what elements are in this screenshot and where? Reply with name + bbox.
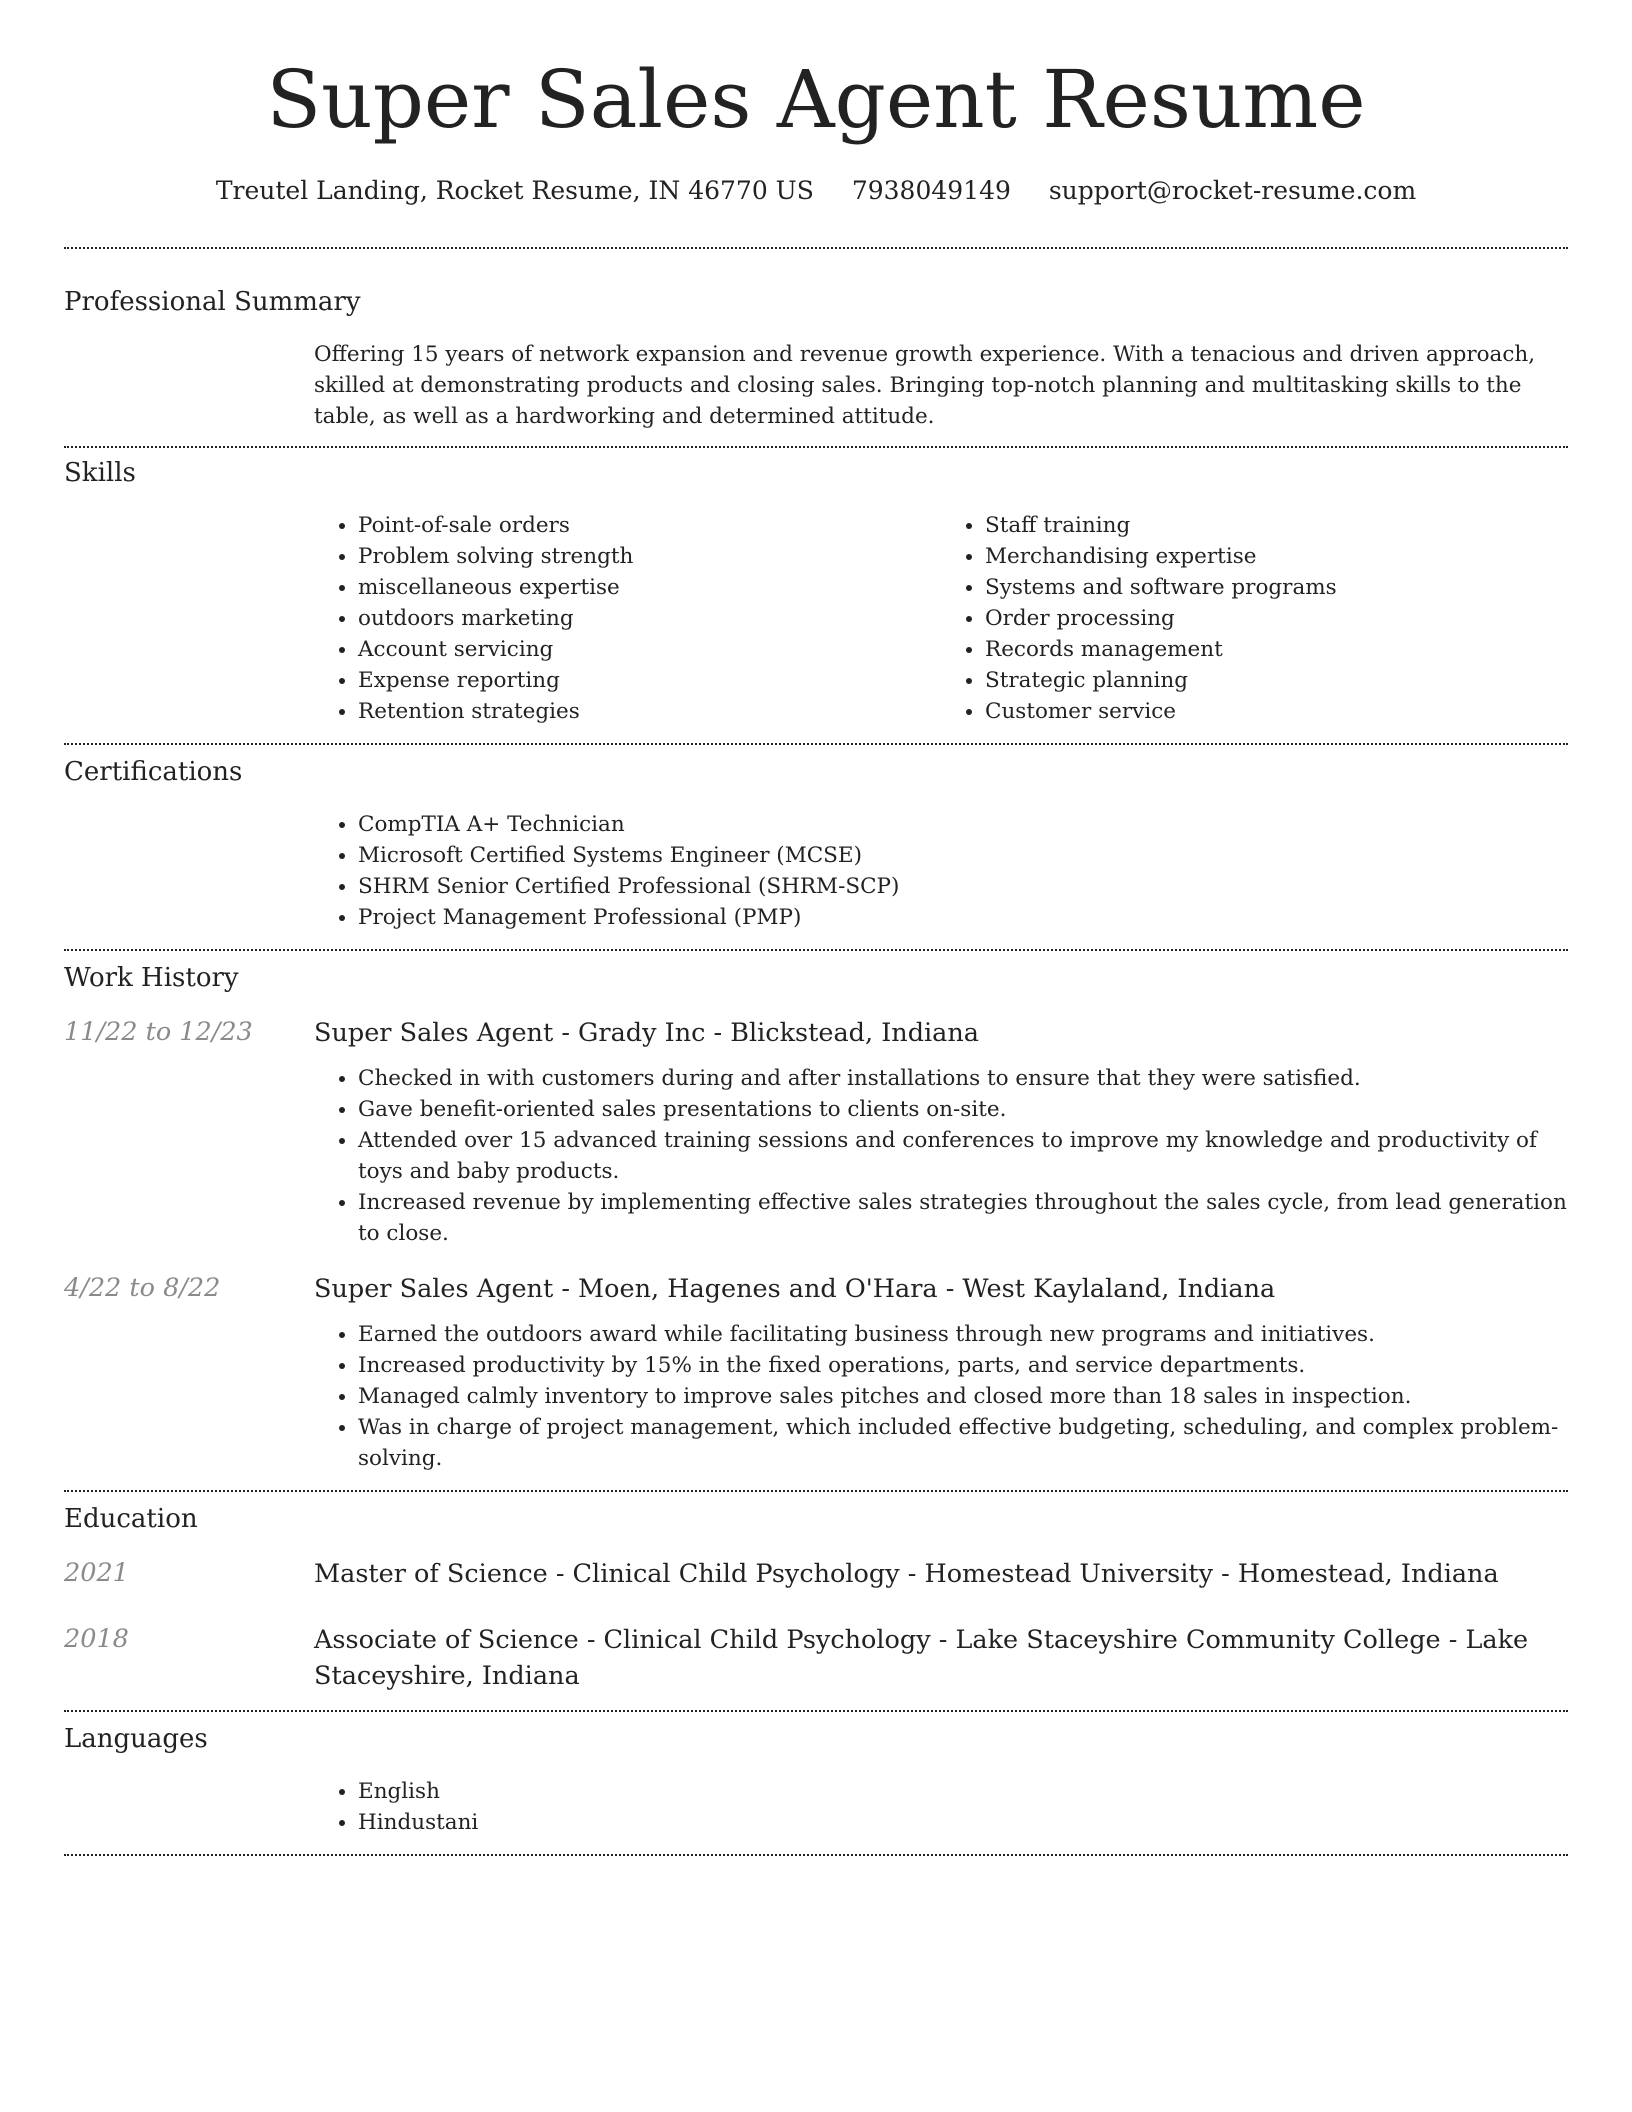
skills-section — [64, 448, 1568, 743]
skill-item: • miscellaneous expertise — [358, 572, 941, 603]
language-item: • English — [358, 1776, 1568, 1807]
job-bullet: • Increased productivity by 15% in the fixed operations, parts, and service departments. — [358, 1350, 1568, 1381]
skill-item: • Retention strategies — [358, 696, 941, 727]
job-bullets — [314, 1063, 1568, 1249]
job-bullet: • Gave benefit-oriented sales presentations to clients on-site. — [358, 1094, 1568, 1125]
job-employer: - Grady Inc - Blickstead, Indiana — [553, 1018, 979, 1048]
job-employer: - Moen, Hagenes and O'Hara - West Kaylaland, Indiana — [553, 1274, 1276, 1304]
skill-item: • Point-of-sale orders — [358, 510, 941, 541]
address: Treutel Landing, Rocket Resume, IN 46770 US — [215, 176, 814, 205]
resume-title: Super Sales Agent Resume — [266, 53, 1366, 146]
education-year: 2018 — [64, 1624, 129, 1654]
job-dates: 11/22 to 12/23 — [64, 1017, 253, 1047]
job-bullet: • Was in charge of project management, which included effective budgeting, scheduling, and complex problem-solving. — [358, 1412, 1568, 1474]
certification-item: • Microsoft Certified Systems Engineer (MCSE) — [358, 840, 1568, 871]
skill-item: • Strategic planning — [985, 665, 1568, 696]
section-title-languages: Languages — [64, 1724, 208, 1754]
education-degree: Master of Science - Clinical Child Psychology - Homestead University - Homestead, Indiana — [314, 1559, 1499, 1589]
certification-item: • CompTIA A+ Technician — [358, 809, 1568, 840]
phone: 7938049149 — [851, 176, 1011, 205]
job-entry — [64, 1271, 1568, 1474]
education-section — [64, 1492, 1568, 1710]
work-history-section — [64, 951, 1568, 1490]
skill-item: • Problem solving strength — [358, 541, 941, 572]
section-title-summary: Professional Summary — [64, 287, 361, 317]
section-title-work-history: Work History — [64, 963, 239, 993]
contact-line — [64, 176, 1568, 205]
education-year: 2021 — [64, 1558, 129, 1588]
divider — [64, 1854, 1568, 1856]
languages-section — [64, 1712, 1568, 1854]
languages-list — [314, 1776, 1568, 1838]
skill-item: • Records management — [985, 634, 1568, 665]
section-title-certifications: Certifications — [64, 757, 243, 787]
email: support@rocket-resume.com — [1048, 176, 1417, 205]
certifications-list — [314, 809, 1568, 933]
job-dates: 4/22 to 8/22 — [64, 1273, 221, 1303]
job-role: Super Sales Agent — [314, 1018, 554, 1048]
summary-text: Offering 15 years of network expansion and revenue growth experience. With a tenacious and driven approach, skilled at demonstrating products and closing sales. Bringing top-notch planning and multitasking skills to the table, as well as a hardworking and determined attitude. — [314, 342, 1536, 429]
job-entry — [64, 1015, 1568, 1249]
skill-item: • Customer service — [985, 696, 1568, 727]
job-bullets — [314, 1319, 1568, 1474]
skills-list-right — [941, 510, 1568, 727]
certification-item: • Project Management Professional (PMP) — [358, 902, 1568, 933]
job-bullet: • Checked in with customers during and after installations to ensure that they were satisfied. — [358, 1063, 1568, 1094]
skill-item: • Systems and software programs — [985, 572, 1568, 603]
skill-item: • Order processing — [985, 603, 1568, 634]
skill-item: • Staff training — [985, 510, 1568, 541]
skill-item: • outdoors marketing — [358, 603, 941, 634]
skill-item: • Merchandising expertise — [985, 541, 1568, 572]
job-role: Super Sales Agent — [314, 1274, 554, 1304]
certification-item: • SHRM Senior Certified Professional (SHRM-SCP) — [358, 871, 1568, 902]
section-title-education: Education — [64, 1504, 198, 1534]
job-bullet: • Managed calmly inventory to improve sales pitches and closed more than 18 sales in inspection. — [358, 1381, 1568, 1412]
summary-section — [64, 249, 1568, 446]
education-degree: Associate of Science - Clinical Child Psychology - Lake Staceyshire Community College - Lake Staceyshire, Indiana — [314, 1625, 1529, 1691]
education-entry — [64, 1622, 1568, 1694]
skills-list-left — [314, 510, 941, 727]
skill-item: • Expense reporting — [358, 665, 941, 696]
certifications-section — [64, 745, 1568, 949]
section-title-skills: Skills — [64, 458, 136, 488]
language-item: • Hindustani — [358, 1807, 1568, 1838]
skill-item: • Account servicing — [358, 634, 941, 665]
education-entry — [64, 1556, 1568, 1592]
job-bullet: • Attended over 15 advanced training sessions and conferences to improve my knowledge and productivity of toys and baby products. — [358, 1125, 1568, 1187]
job-bullet: • Earned the outdoors award while facilitating business through new programs and initiatives. — [358, 1319, 1568, 1350]
job-heading — [314, 1271, 1568, 1307]
job-bullet: • Increased revenue by implementing effective sales strategies throughout the sales cycle, from lead generation to close. — [358, 1187, 1568, 1249]
job-heading — [314, 1015, 1568, 1051]
